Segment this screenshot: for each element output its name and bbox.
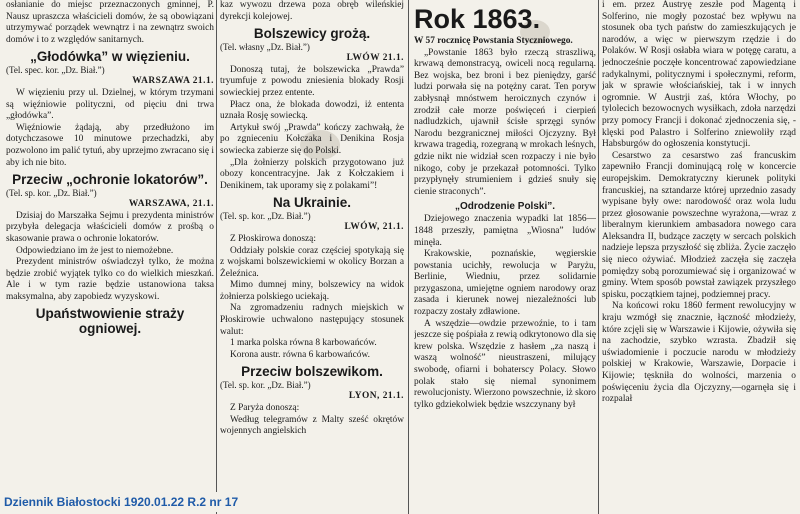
article-dateline: WARSZAWA, 21.1. <box>128 199 214 210</box>
column-2 <box>220 0 404 514</box>
article-source: (Tel. własny „Dz. Biał.”) <box>220 42 310 53</box>
feature-title: Rok 1863. <box>414 4 541 34</box>
article-source: (Tel. sp. kor. „Dz. Biał.”) <box>220 211 311 222</box>
article-paragraph: Według telegramów z Malty sześć okrętów wojennych angielskich <box>220 414 404 437</box>
article-continuation: kaz wywozu drzewa poza obręb wileńskiej dyrekcji kolejowej. <box>220 0 404 22</box>
article-paragraph: Donoszą tutaj, że bolszewicka „Prawda” tryumfuje z powodu zniesienia blokady Rosji sowieckiej przez entente. <box>220 64 404 98</box>
article-paragraph: Korona austr. równa 6 karbowańców. <box>230 349 370 360</box>
article-dateline: LYON, 21.1. <box>348 391 404 402</box>
article-paragraph: Z Płoskirowa donoszą: <box>230 233 316 244</box>
article-paragraph: Oddziały polskie coraz częściej spotykają się z wojskami bolszewickiemi w okolicy Borzan a Żeleźnica. <box>220 245 404 279</box>
article-paragraph: Odpowiedziano im że jest to niemożebne. <box>16 245 174 256</box>
feature-paragraph: A wszędzie—owdzie przewoźnie, to i tam jeszcze się pośpiała z rewią odkrytonowo dla się krew polska. Wszędzie z hasłem „za naszą i waszą wolność” nieustraszeni, milujący swobodę, ofiarni i bohaterscy Polacy. Słowo polak stało się niemal synonimem rewolucjonisty. Wierzono powszechnie, iż skoro tylko gdziekolwiek będzie wszczynany był <box>414 318 596 410</box>
article-paragraph: 1 marka polska równa 8 karbowańców. <box>230 338 377 349</box>
source-caption: Dziennik Białostocki 1920.01.22 R.2 nr 17 <box>0 492 242 512</box>
article-paragraph: W więzieniu przy ul. Dzielnej, w którym trzymani są więźniowie polityczni, od pięciu dni trwa „głodówka”. <box>6 87 214 122</box>
article-dateline: WARSZAWA 21.1. <box>132 76 214 87</box>
article-headline-bolszewicy: Bolszewicy grożą. <box>253 26 371 42</box>
column-4 <box>602 0 796 514</box>
article-source: (Tel. spec. kor. „Dz. Biał.”) <box>6 65 105 76</box>
article-dateline: LWÓW 21.1. <box>346 53 404 64</box>
article-paragraph: Na zgromadzeniu radnych miejskich w Płoskirowie uchwalono następujący stosunek walut: <box>220 303 404 337</box>
article-headline-przeciw-bolszewikom: Przeciw bolszewikom. <box>241 364 383 380</box>
feature-paragraph: Dziejowego znaczenia wypadki lat 1856—1848 przeszły, pamiętna „Wiosna” ludów minęła. <box>414 214 596 248</box>
feature-paragraph: Krakowskie, poznańskie, węgierskie powstania ucichły, rewolucja w Paryżu, Berlinie, Wiedniu, przez solidarnie przygaszona, umiejętne ogniem narodowy oraz zasada i kierunek nowej niezależności lub rozpaczy zostały zdławione. <box>414 249 596 318</box>
article-paragraph: Dzisiaj do Marszałka Sejmu i prezydenta ministrów przybyła delegacja właścicieli domów z prośbą o skasowanie prawa o ochronie lokatorów. <box>6 210 214 244</box>
article-source: (Tel. sp. kor. „Dz. Biał.”) <box>220 380 311 391</box>
column-3 <box>414 0 596 514</box>
article-headline-ochrona: Przeciw „ochronie lokatorów”. <box>12 172 208 188</box>
article-paragraph: Płacz ona, że blokada dowodzi, iż ententa uznała Rosję sowiecką. <box>220 99 404 122</box>
column-rule <box>408 0 409 514</box>
article-paragraph: „Dla żołnierzy polskich przygotowano już obozy koncentracyjne. Jak z Kołczakiem i Denikinem, tak uporamy się z polakami”! <box>220 157 404 191</box>
feature-subtitle: W 57 rocznicę Powstania Styczniowego. <box>414 36 573 46</box>
article-dateline: LWÓW, 21.1. <box>344 222 404 233</box>
feature-paragraph: i em. przez Austryę zeszłe pod Magentą i Solferino, nie mogły pozostać bez wpływu na stosunek oba tych państw do zamieszkujących je narodów, a więc w pierwszym rzędzie i do Polaków. W Rosji osłabła wiara w potęgę caratu, a jednocześnie poczęłe koncentrować zapowiedziane radykalnymi, politycznymi i społecznymi, reform, jak w sprawie włościańskiej, tak i w innych ogromnie. W Austrji zaś, która Włochy, po tylolecich bezowocnych wysiłkach, zdoła narzędzi przy pomocy Francji i dokonać zjednoczenia się, - klęski pod Palastro i Solferino zniewoliły rząd Habsburgów do ogłoszenia konstytucji. <box>602 0 796 150</box>
feature-paragraph: „Powstanie 1863 było rzeczą straszliwą, krwawą demonstracyą, owiceli nocą regularną. Bez wojska, bez broni i bez pieniędzy, garść ludzi porwała się na potężny carat. Ten poryw zabłysnął mnóstwem heroicznych czynów i zrodził całe morze poświęceń i cierpień nadludzkich, ujawnił ścisłe sprzęgi synów Narodu bezgranicznej miłości Ojczyzny. Był krwawa tragedią, rozegraną w mrokach leśnych, gdzie nikt nie widział scen rozpaczy i nie było nikogo, coby je przekazał potomności. Tylko przypłynęły strumieniem i gdzieś snuły się cienie straconych”. <box>414 47 596 197</box>
article-continuation: osłanianie do miejsc przeznaczonych gminnej, P. Nausz upraszcza właścicieli domów, że są obowiązani utrzymywać porządek wewnątrz i na zewnątrz swoich domów i to z względów sanitarnych. <box>6 0 214 45</box>
article-source: (Tel. sp. kor. „Dz. Biał.”) <box>6 188 97 199</box>
column-1 <box>6 0 214 514</box>
article-paragraph: Mimo dumnej miny, bolszewicy na widok żołnierza polskiego uciekają. <box>220 280 404 302</box>
article-paragraph: Prezydent ministrów oświadczył tylko, że można będzie zrobić wyjątek tylko co do wielkich mieszkań. Ale i w tym razie będzie ustanowiona taksa maksymalna, aby zapobiedz wyzyskowi. <box>6 257 214 302</box>
article-headline-glodowka: „Głodówka” w więzieniu. <box>30 49 190 65</box>
feature-paragraph: Cesarstwo za cesarstwo zaś francuskim zapewniło Francji dominującą rolę w koncercie europejskim. Demokratyczny kierunek polityki francuskiej, na sztandarze której uprzednio zasady wypisane były owe: narodowość oraz wola ludu przez głosowanie powszechne wyrażona,—wraz z liberalnym kierunkiem ambasadora nowego cara Aleksandra II, budzące zaczęty w sercach polskich nadzieje lepsza przyszłość się zbliża. Życie zaczęło się nieco ożywiać. Młodzież zaczęła się zaczęła pomiędzy sobą porozumiewać się i organizować w gminy. Wtem sposób powstał zawiązek przyszłego spisku, początkiem tajnej, podziemnej pracy. <box>602 150 796 300</box>
feature-paragraph: Na końcowi roku 1860 ferment rewolucyjny w kraju wzmógł się znacznie, łączność młodzieży, które zcjęli się w Warszawie i Kijowie, ożywiła się na zachodzie, szybko wzrasta. Zbadził się uświadomienie i poczucie narodu w młodzieży polskiej w Krakowie, Warszawie, Dorpacie i Kijowie; tęskniła do wolności, marzenia o poświęceniu życia dla Ojczyzny,—ogarnęła się i rozpalał <box>602 301 796 405</box>
feature-section-heading: „Odrodzenie Polski”. <box>454 201 556 213</box>
article-paragraph: Więźniowie żądają, aby przedłużono im dotychczasowe 10 minutowe przechadzki, aby pozwolono im palić tytuń, aby uprzejmo zwracano się i aby ich nie bito. <box>6 122 214 168</box>
column-rule <box>598 0 599 514</box>
article-headline-ukraina: Na Ukrainie. <box>272 195 352 211</box>
column-rule <box>216 0 217 514</box>
article-paragraph: Artykuł swój „Prawda” kończy zachwałą, że po zgnieceniu Kołczaka i Denikina Rosja sowiecka zabierze się do Polski. <box>220 122 404 156</box>
article-paragraph: Z Paryża donoszą: <box>230 403 300 414</box>
article-headline-straz: Upaństwowienie straży ogniowej. <box>35 306 185 337</box>
